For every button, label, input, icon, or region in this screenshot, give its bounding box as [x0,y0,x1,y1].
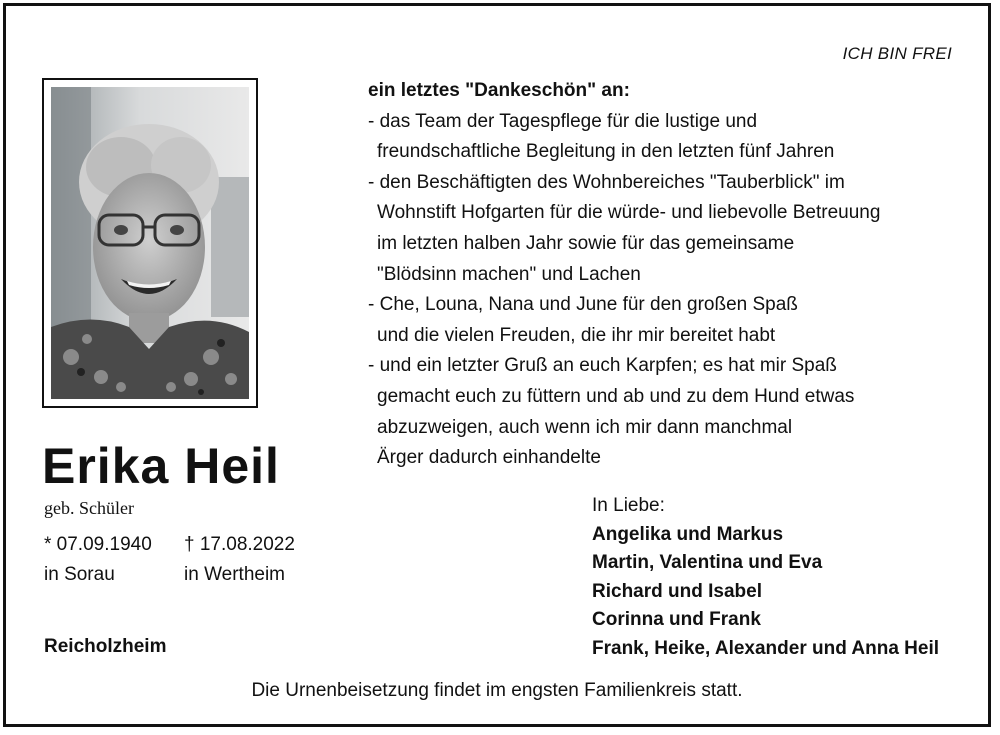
thanks-line: Ärger dadurch einhandelte [377,447,601,469]
birth-place: in Sorau [44,564,115,585]
thanks-line: "Blödsinn machen" und Lachen [377,263,641,285]
family-entry: Frank, Heike, Alexander und Anna Heil [592,637,940,659]
birth-name: geb. Schüler [44,498,134,518]
thanks-line: - und ein letzter Gruß an euch Karpfen; es hat mir Spaß [368,355,837,377]
thanks-section [368,76,880,474]
obituary-card [3,3,991,727]
thanks-line: Wohnstift Hofgarten für die würde- und liebevolle Betreuung [377,202,881,224]
thanks-line: abzuzweigen, auch wenn ich mir dann manchmal [377,416,793,438]
love-heading: In Liebe: [592,495,665,516]
thanks-heading: ein letztes "Dankeschön" an: [368,80,630,101]
thanks-line: und die vielen Freuden, die ihr mir bereitet habt [377,324,776,346]
thanks-line: - Che, Louna, Nana und June für den großen Spaß [368,294,798,316]
death-date: † 17.08.2022 [184,534,295,555]
motto: ICH BIN FREI [842,44,952,63]
thanks-line: gemacht euch zu füttern und ab und zu dem Hund etwas [377,385,855,407]
hometown: Reicholzheim [44,636,167,657]
thanks-line: - den Beschäftigten des Wohnbereiches "Tauberblick" im [368,171,845,193]
thanks-line: freundschaftliche Begleitung in den letzten fünf Jahren [377,141,835,163]
family-entry: Corinna und Frank [592,609,761,631]
portrait-image [51,87,249,399]
family-section [592,492,939,664]
death-place: in Wertheim [184,564,286,585]
family-entry: Richard und Isabel [592,580,762,602]
birth-date: * 07.09.1940 [44,534,152,555]
family-entry: Angelika und Markus [592,523,784,545]
burial-notice: Die Urnenbeisetzung findet im engsten Familienkreis statt. [251,680,743,701]
family-entry: Martin, Valentina und Eva [592,552,823,574]
thanks-line: im letzten halben Jahr sowie für das gemeinsame [377,232,795,254]
thanks-line: - das Team der Tagespflege für die lustige und [368,110,758,132]
portrait-photo [42,78,258,408]
deceased-name: Erika Heil [42,438,280,494]
